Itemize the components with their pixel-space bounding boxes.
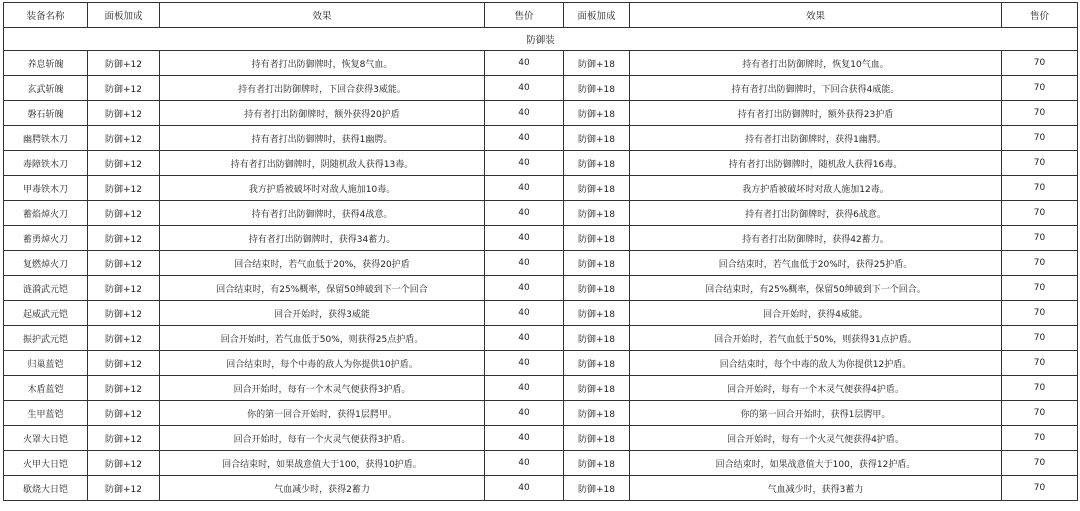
cell-price-base: 40 bbox=[485, 151, 564, 176]
cell-bonus-upgraded: 防御+18 bbox=[564, 351, 630, 376]
table-row bbox=[4, 126, 1078, 151]
table-row bbox=[4, 276, 1078, 301]
cell-name: 蓄勇焯火刀 bbox=[4, 226, 88, 251]
cell-bonus-base: 防御+12 bbox=[88, 151, 160, 176]
cell-bonus-upgraded: 防御+18 bbox=[564, 451, 630, 476]
cell-bonus-base: 防御+12 bbox=[88, 301, 160, 326]
cell-effect-base: 持有者打出防御牌时，获得34蓄力。 bbox=[160, 226, 485, 251]
cell-price-base: 40 bbox=[485, 326, 564, 351]
cell-price-base: 40 bbox=[485, 101, 564, 126]
table-row bbox=[4, 151, 1078, 176]
cell-effect-upgraded: 回合结束时，若气血低于20%时，获得25护盾。 bbox=[630, 251, 1002, 276]
cell-effect-upgraded: 持有者打出防御牌时，下回合获得4威能。 bbox=[630, 76, 1002, 101]
cell-bonus-upgraded: 防御+18 bbox=[564, 76, 630, 101]
cell-effect-base: 持有者打出防御牌时，下回合获得3威能。 bbox=[160, 76, 485, 101]
cell-effect-upgraded: 持有者打出防御牌时，随机敌人获得16毒。 bbox=[630, 151, 1002, 176]
cell-price-base: 40 bbox=[485, 226, 564, 251]
cell-effect-base: 回合结束时，每个中毒的敌人为你提供10护盾。 bbox=[160, 351, 485, 376]
section-title: 防御装 bbox=[4, 28, 1078, 51]
cell-bonus-base: 防御+12 bbox=[88, 351, 160, 376]
cell-bonus-upgraded: 防御+18 bbox=[564, 326, 630, 351]
cell-effect-base: 持有者打出防御牌时，额外获得20护盾 bbox=[160, 101, 485, 126]
cell-effect-upgraded: 回合开始时，获得4威能。 bbox=[630, 301, 1002, 326]
cell-price-base: 40 bbox=[485, 301, 564, 326]
cell-price-upgraded: 70 bbox=[1002, 301, 1078, 326]
header-bonus-base: 面板加成 bbox=[88, 3, 160, 28]
cell-effect-base: 持有者打出防御牌时，获得4战意。 bbox=[160, 201, 485, 226]
table-row bbox=[4, 451, 1078, 476]
cell-price-upgraded: 70 bbox=[1002, 401, 1078, 426]
cell-name: 养息斩魄 bbox=[4, 51, 88, 76]
cell-price-upgraded: 70 bbox=[1002, 426, 1078, 451]
cell-bonus-upgraded: 防御+18 bbox=[564, 201, 630, 226]
cell-bonus-base: 防御+12 bbox=[88, 76, 160, 101]
cell-name: 蓄焰焯火刀 bbox=[4, 201, 88, 226]
cell-price-base: 40 bbox=[485, 476, 564, 501]
cell-bonus-base: 防御+12 bbox=[88, 101, 160, 126]
cell-effect-base: 持有者打出防御牌时，阴随机敌人获得13毒。 bbox=[160, 151, 485, 176]
cell-price-base: 40 bbox=[485, 351, 564, 376]
cell-bonus-base: 防御+12 bbox=[88, 476, 160, 501]
cell-price-base: 40 bbox=[485, 76, 564, 101]
cell-bonus-base: 防御+12 bbox=[88, 376, 160, 401]
cell-bonus-upgraded: 防御+18 bbox=[564, 476, 630, 501]
table-row bbox=[4, 76, 1078, 101]
cell-bonus-base: 防御+12 bbox=[88, 201, 160, 226]
cell-name: 歇烧大日铠 bbox=[4, 476, 88, 501]
cell-bonus-upgraded: 防御+18 bbox=[564, 151, 630, 176]
cell-price-base: 40 bbox=[485, 376, 564, 401]
cell-bonus-upgraded: 防御+18 bbox=[564, 126, 630, 151]
cell-price-base: 40 bbox=[485, 251, 564, 276]
cell-price-base: 40 bbox=[485, 401, 564, 426]
cell-effect-upgraded: 回合结束时，有25%概率，保留50绅破到下一个回合。 bbox=[630, 276, 1002, 301]
header-name: 装备名称 bbox=[4, 3, 88, 28]
table-row bbox=[4, 101, 1078, 126]
table-row bbox=[4, 401, 1078, 426]
cell-name: 毒障铁木刀 bbox=[4, 151, 88, 176]
cell-effect-base: 回合开始时，每有一个火灵气便获得3护盾。 bbox=[160, 426, 485, 451]
cell-bonus-upgraded: 防御+18 bbox=[564, 51, 630, 76]
cell-effect-base: 你的第一回合开始时，获得1层腭甲。 bbox=[160, 401, 485, 426]
cell-effect-base: 回合结束时，如果战意值大于100，获得10护盾。 bbox=[160, 451, 485, 476]
cell-price-upgraded: 70 bbox=[1002, 51, 1078, 76]
table-body bbox=[4, 28, 1078, 501]
cell-effect-base: 回合开始时，获得3威能 bbox=[160, 301, 485, 326]
cell-bonus-upgraded: 防御+18 bbox=[564, 426, 630, 451]
cell-effect-base: 持有者打出防御牌时，恢复8气血。 bbox=[160, 51, 485, 76]
cell-bonus-base: 防御+12 bbox=[88, 226, 160, 251]
cell-bonus-base: 防御+12 bbox=[88, 51, 160, 76]
cell-bonus-upgraded: 防御+18 bbox=[564, 276, 630, 301]
table-row bbox=[4, 376, 1078, 401]
cell-name: 磐石斩魄 bbox=[4, 101, 88, 126]
cell-price-base: 40 bbox=[485, 126, 564, 151]
cell-name: 玄武斩魄 bbox=[4, 76, 88, 101]
cell-effect-base: 回合开始时，每有一个木灵气便获得3护盾。 bbox=[160, 376, 485, 401]
cell-bonus-upgraded: 防御+18 bbox=[564, 376, 630, 401]
cell-bonus-base: 防御+12 bbox=[88, 276, 160, 301]
cell-bonus-base: 防御+12 bbox=[88, 451, 160, 476]
cell-effect-base: 回合结束时，有25%概率，保留50绅破到下一个回合 bbox=[160, 276, 485, 301]
table-row bbox=[4, 226, 1078, 251]
cell-effect-upgraded: 持有者打出防御牌时，获得6战意。 bbox=[630, 201, 1002, 226]
cell-bonus-base: 防御+12 bbox=[88, 126, 160, 151]
cell-price-upgraded: 70 bbox=[1002, 151, 1078, 176]
table-row bbox=[4, 251, 1078, 276]
cell-price-upgraded: 70 bbox=[1002, 226, 1078, 251]
cell-bonus-base: 防御+12 bbox=[88, 326, 160, 351]
cell-bonus-base: 防御+12 bbox=[88, 401, 160, 426]
section-row bbox=[4, 28, 1078, 51]
cell-price-base: 40 bbox=[485, 451, 564, 476]
table-row bbox=[4, 326, 1078, 351]
header-effect-base: 效果 bbox=[160, 3, 485, 28]
cell-bonus-upgraded: 防御+18 bbox=[564, 401, 630, 426]
cell-name: 火甲大日铠 bbox=[4, 451, 88, 476]
cell-effect-upgraded: 持有者打出防御牌时，获得1幽腭。 bbox=[630, 126, 1002, 151]
table-row bbox=[4, 351, 1078, 376]
cell-effect-upgraded: 我方护盾被破坏时对敌人施加12毒。 bbox=[630, 176, 1002, 201]
cell-name: 生甲蓝铠 bbox=[4, 401, 88, 426]
cell-effect-upgraded: 回合开始时，每有一个火灵气便获得4护盾。 bbox=[630, 426, 1002, 451]
cell-name: 火罩大日铠 bbox=[4, 426, 88, 451]
cell-effect-upgraded: 持有者打出防御牌时，额外获得23护盾 bbox=[630, 101, 1002, 126]
cell-effect-base: 气血减少时，获得2蓄力 bbox=[160, 476, 485, 501]
cell-price-upgraded: 70 bbox=[1002, 476, 1078, 501]
cell-bonus-upgraded: 防御+18 bbox=[564, 101, 630, 126]
equipment-table-container bbox=[3, 2, 1077, 501]
header-effect-upgraded: 效果 bbox=[630, 3, 1002, 28]
cell-effect-base: 持有者打出防御牌时，获得1幽腭。 bbox=[160, 126, 485, 151]
cell-price-base: 40 bbox=[485, 51, 564, 76]
cell-bonus-upgraded: 防御+18 bbox=[564, 301, 630, 326]
cell-name: 涟漪武元铠 bbox=[4, 276, 88, 301]
cell-price-base: 40 bbox=[485, 176, 564, 201]
cell-price-upgraded: 70 bbox=[1002, 201, 1078, 226]
cell-price-upgraded: 70 bbox=[1002, 101, 1078, 126]
cell-effect-upgraded: 持有者打出防御牌时，获得42蓄力。 bbox=[630, 226, 1002, 251]
cell-name: 起威武元铠 bbox=[4, 301, 88, 326]
cell-price-upgraded: 70 bbox=[1002, 126, 1078, 151]
table-row bbox=[4, 301, 1078, 326]
cell-bonus-base: 防御+12 bbox=[88, 426, 160, 451]
cell-price-upgraded: 70 bbox=[1002, 376, 1078, 401]
cell-bonus-upgraded: 防御+18 bbox=[564, 251, 630, 276]
cell-price-upgraded: 70 bbox=[1002, 276, 1078, 301]
cell-price-upgraded: 70 bbox=[1002, 251, 1078, 276]
header-bonus-upgraded: 面板加成 bbox=[564, 3, 630, 28]
cell-effect-upgraded: 回合开始时，若气血低于50%，则获得31点护盾。 bbox=[630, 326, 1002, 351]
cell-name: 甲毒铁木刀 bbox=[4, 176, 88, 201]
cell-price-base: 40 bbox=[485, 276, 564, 301]
cell-price-upgraded: 70 bbox=[1002, 351, 1078, 376]
table-row bbox=[4, 176, 1078, 201]
table-row bbox=[4, 476, 1078, 501]
header-price-upgraded: 售价 bbox=[1002, 3, 1078, 28]
cell-effect-upgraded: 你的第一回合开始时，获得1层腭甲。 bbox=[630, 401, 1002, 426]
cell-bonus-base: 防御+12 bbox=[88, 176, 160, 201]
cell-bonus-upgraded: 防御+18 bbox=[564, 226, 630, 251]
cell-name: 归巢蓝铠 bbox=[4, 351, 88, 376]
cell-effect-upgraded: 回合结束时，每个中毒的敌人为你提供12护盾。 bbox=[630, 351, 1002, 376]
cell-effect-upgraded: 气血减少时，获得3蓄力 bbox=[630, 476, 1002, 501]
cell-name: 振护武元铠 bbox=[4, 326, 88, 351]
table-row bbox=[4, 51, 1078, 76]
cell-price-upgraded: 70 bbox=[1002, 451, 1078, 476]
equipment-table bbox=[3, 2, 1078, 501]
cell-effect-upgraded: 回合结束时，如果战意值大于100，获得12护盾。 bbox=[630, 451, 1002, 476]
cell-effect-base: 我方护盾被破坏时对敌人施加10毒。 bbox=[160, 176, 485, 201]
cell-effect-base: 回合开始时，若气血低于50%，则获得25点护盾。 bbox=[160, 326, 485, 351]
cell-price-base: 40 bbox=[485, 426, 564, 451]
cell-bonus-base: 防御+12 bbox=[88, 251, 160, 276]
header-price-base: 售价 bbox=[485, 3, 564, 28]
cell-effect-base: 回合结束时，若气血低于20%，获得20护盾 bbox=[160, 251, 485, 276]
cell-name: 幽腭铁木刀 bbox=[4, 126, 88, 151]
cell-effect-upgraded: 回合开始时，每有一个木灵气便获得4护盾。 bbox=[630, 376, 1002, 401]
cell-price-base: 40 bbox=[485, 201, 564, 226]
table-row bbox=[4, 426, 1078, 451]
table-row bbox=[4, 201, 1078, 226]
cell-price-upgraded: 70 bbox=[1002, 76, 1078, 101]
header-row bbox=[4, 3, 1078, 28]
cell-name: 木盾蓝铠 bbox=[4, 376, 88, 401]
cell-effect-upgraded: 持有者打出防御牌时，恢复10气血。 bbox=[630, 51, 1002, 76]
cell-bonus-upgraded: 防御+18 bbox=[564, 176, 630, 201]
cell-price-upgraded: 70 bbox=[1002, 176, 1078, 201]
cell-price-upgraded: 70 bbox=[1002, 326, 1078, 351]
cell-name: 复燃焯火刀 bbox=[4, 251, 88, 276]
